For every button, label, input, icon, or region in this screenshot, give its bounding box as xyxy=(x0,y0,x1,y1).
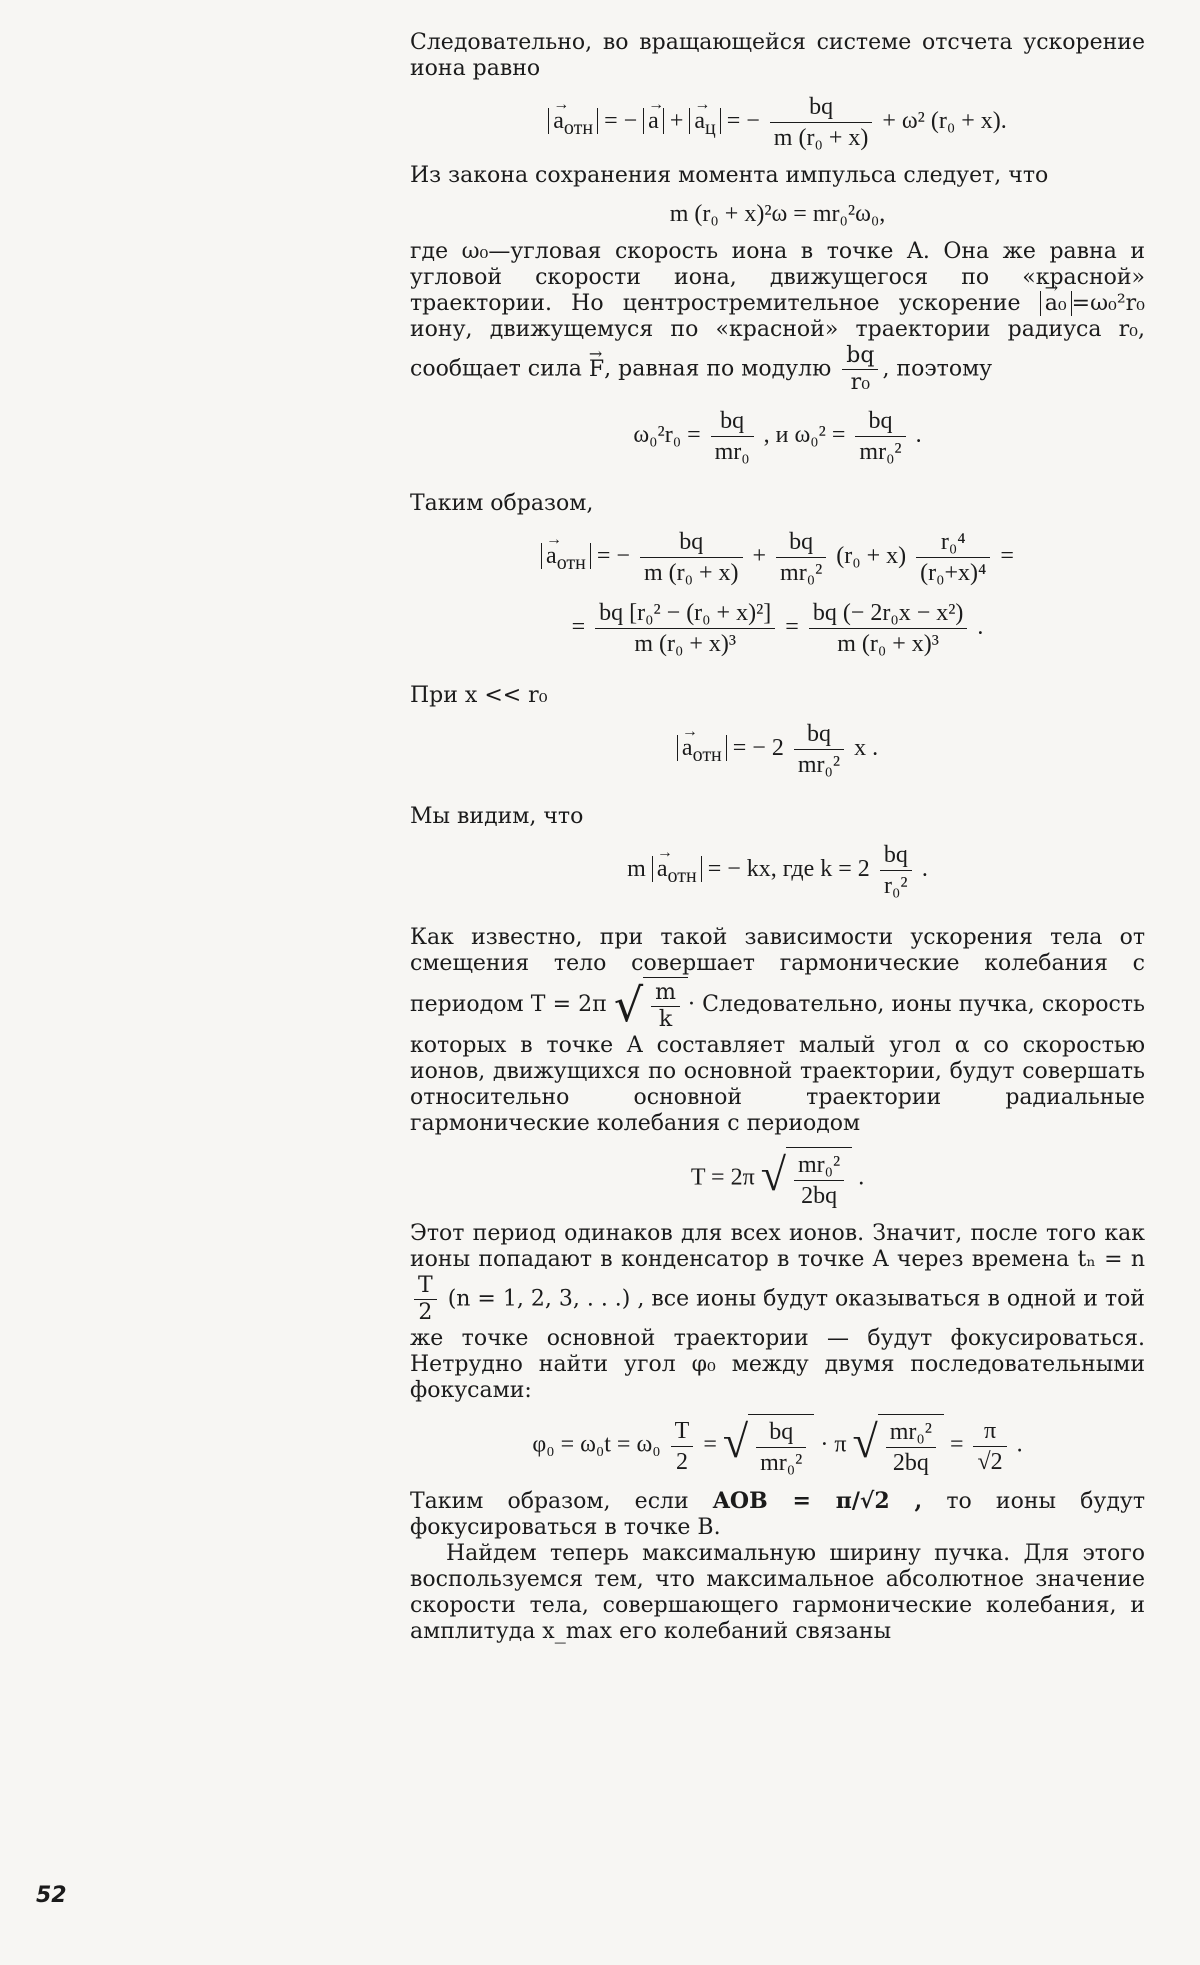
equation-relative-acceleration: → $a_{отн}$ = − → a + → $a_ц$ = − $\frac{bq}{\text{m (r₀ + x)}}$ + ω² (r₀ + x). xyxy=(410,92,1145,153)
paragraph: Как известно, при такой зависимости ускорения тела от смещения тело совершает гармонические колебания с периодом T = 2π √ $\frac{m}{k}$ · Следовательно, ионы пучка, скорость которых в точке A составляет малый угол α со скоростью ионов, движущихся по основной траектории, будут совершать относительно основной траектории радиальные гармонические колебания с периодом xyxy=(410,925,1146,1136)
paragraph: Таким образом, xyxy=(410,491,594,516)
equation-relative-acceleration-simplified: = $\frac{\text{bq [r₀² − (r₀ + x)²]}}{\text{m (r₀ + x)³}}$ = $\frac{\text{bq (− 2r₀x − x²)}}{\text{m (r₀ + x)³}}$ . xyxy=(571,600,984,657)
paragraph: При x << r₀ xyxy=(410,683,548,708)
paragraph: Мы видим, что xyxy=(410,804,584,829)
paragraph: Этот период одинаков для всех ионов. Значит, после того как ионы попадают в конденсатор в точке A через времена tₙ = n $\frac{T}{2}$ (n = 1, 2, 3, . . .) , все ионы будут оказываться в одной и той же точке основной траектории — будут фокусироваться. Нетрудно найти угол φ₀ между двумя последовательными фокусами: xyxy=(410,1221,1146,1403)
paragraph: Следовательно, во вращающейся системе отсчета ускорение иона равно xyxy=(410,30,1145,81)
paragraph: Таким образом, если AOB = π/√2 , то ионы будут фокусироваться в точке B. xyxy=(410,1488,1145,1540)
equation-focus-angle: φ₀ = ω₀t = ω₀ $\frac{T}{2}$ = √ $\frac{bq}{\text{mr₀²}}$ · π √ $\frac{\text{mr₀²}}{2bq}$ = $\frac{\pi}{√2}$ . xyxy=(532,1416,1023,1476)
paragraph: Найдем теперь максимальную ширину пучка. Для этого воспользуемся тем, что максимальное абсолютное значение скорости тела, совершающего гармонические колебания, и амплитуда x_max его колебаний связаны xyxy=(410,1541,1145,1644)
paragraph: Из закона сохранения момента импульса следует, что xyxy=(410,163,1049,188)
equation-period: T = 2π √ $\frac{\text{mr₀²}}{2bq}$ . xyxy=(690,1149,865,1209)
page-content xyxy=(410,30,1145,1645)
equation-small-x: → $a_{отн}$ = − 2 $\frac{bq}{\text{mr₀²}}$ x . xyxy=(410,719,1145,780)
page-number: 52 xyxy=(36,1883,67,1908)
equation-relative-acceleration-expanded: → $a_{отн}$ = − $\frac{bq}{\text{m (r₀ + x)}}$ + $\frac{bq}{\text{mr₀²}}$ (r₀ + x) $\frac{\text{r₀⁴}}{\text{(r₀+x)⁴}}$ = xyxy=(410,527,1145,588)
equation-hooke: $m \to a_{отн}$ = − kx, где k = 2 $\frac{bq}{\text{r₀²}}$ . xyxy=(410,840,1145,901)
equation-angular-momentum: m (r₀ + x)²ω = mr₀²ω₀, xyxy=(669,201,886,227)
equation-omega: ω₀²r₀ = $\frac{bq}{\text{mr₀}}$ , и ω₀² = $\frac{bq}{\text{mr₀²}}$ . xyxy=(633,408,922,465)
paragraph: где ω₀—угловая скорость иона в точке A. Она же равна и угловой скорости иона, движущегося по «красной» траектории. Но центростремительное ускорение → a₀ =ω₀²r₀ иону, движущемуся по «красной» траектории радиуса r₀, сообщает сила → F, равная по модулю $\frac{bq}{\text{r₀}}$ , поэтому xyxy=(410,239,1145,396)
